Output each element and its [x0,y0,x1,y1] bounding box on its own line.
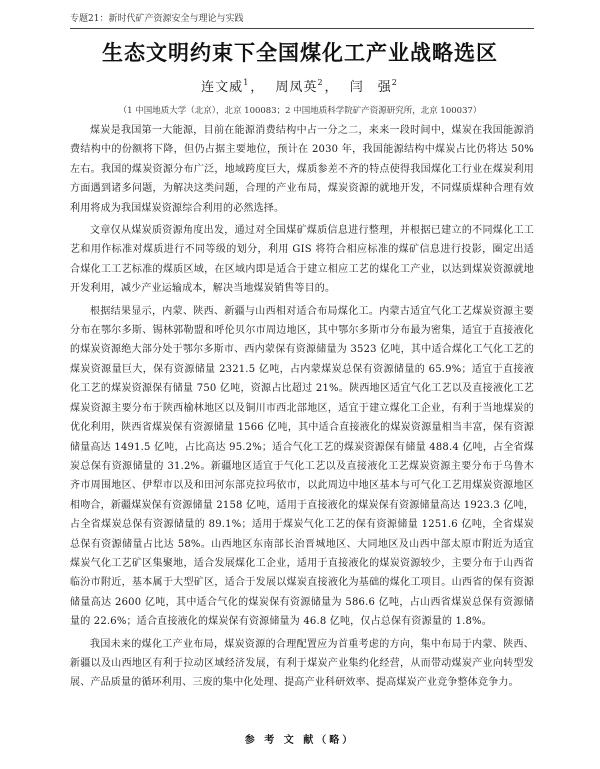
body-text [70,121,534,696]
body-paragraph: 煤炭是我国第一大能源，目前在能源消费结构中占一分之二，来来一段时间中，煤炭在我国能源消费结构中的份额将下降，但仍占据主要地位，预计在 2030 年，我国能源结构中煤炭占比仍将达 50%左右。我国的煤炭资源分布广泛，地域跨度巨大，煤质参差不齐的特点使得我国煤化工行业在煤炭利用方面遇到诸多问题，为解决这类问题，合理的产业布局，煤炭资源的就地开发，不同煤质煤种合理有效利用将成为我国煤炭资源综合利用的必然选择。 [70,125,534,214]
paper-title: 生态文明约束下全国煤化工产业战略选区 [102,41,498,65]
references-heading: 参 考 文 献（略） [244,735,356,746]
affiliation-line: （1 中国地质大学（北京），北京 100083；2 中国地质科学院矿产资源研究所，北京 100037） [118,106,482,116]
author-affiliation-mark: 2 [391,78,398,87]
author-name: 周凤英 [275,80,318,95]
author-affiliation-mark: 2 [317,78,324,87]
running-title: 专题21：新时代矿产资源安全与理论与实践 [70,14,244,24]
author-affiliation-mark: 1 [243,78,250,87]
running-header [70,12,534,29]
author-name: 连文威 [201,80,244,95]
author-line: 连文威$^1$， 周凤英$^2$， 闫 强$^2$ [201,78,398,95]
body-paragraph: 我国未来的煤化工产业布局，煤炭资源的合理配置应为首重考虑的方向，集中布局于内蒙、陕西、新疆以及山西地区有利于拉动区域经济发展，有利于煤炭产业集约化经营，从而带动煤炭产业向转型发展、产品质量的循环利用、三废的集中化处理、提高产业科研效率、提高煤炭产业竞争整体竞争力。 [70,638,534,689]
body-paragraph: 根据结果显示，内蒙、陕西、新疆与山西相对适合布局煤化工。内蒙古适宜气化工艺煤炭资源主要分布在鄂尔多斯、锡林郭勒盟和呼伦贝尔市周边地区，其中鄂尔多斯市分布最为密集，适宜于直接液化的煤炭资源绝大部分处于鄂尔多斯市、西内蒙保有资源储量为 3523 亿吨，其中适合煤化工气化工艺的煤炭资源量巨大，保有资源储量 2321.5 亿吨，占内蒙煤炭总保有资源储量的 65.9%；适宜于直接液化工艺的煤炭资源保有储量 750 亿吨，资源占比超过 21%。陕西地区适宜气化工艺以及直接液化工艺煤炭资源主要分布于陕西榆林地区以及铜川市西北部地区，适宜于建立煤化工企业，有利于当地煤炭的优化利用，陕西省煤炭保有资源储量 1566 亿吨，其中适合直接液化的煤炭资源量相当丰富，保有资源储量高达 1491.5 亿吨，占比高达 95.2%；适合气化工艺的煤炭资源保有储量 488.4 亿吨，占全省煤炭总保有资源储量的 31.2%。新疆地区适宜于气化工艺以及直接液化工艺煤炭资源主要分布于乌鲁木齐市周围地区、伊犁市以及和田河东部克拉玛依市，以此周边中地区基本与可气化工艺用煤炭资源地区相吻合，新疆煤炭保有资源储量 2158 亿吨，适用于直接液化的煤炭保有资源储量高达 1923.3 亿吨，占全省煤炭总保有资源储量的 89.1%；适用于煤炭气化工艺的保有资源储量 1251.6 亿吨，全省煤炭总保有资源储量占比达 58%。山西地区东南部长治晋城地区、大同地区及山西中部太原市附近为适宜煤炭气化工艺矿区集聚地，适合发展煤化工企业，适用于直接液化的煤炭资源较少，主要分布于山西省临汾市附近，基本属于大型矿区，适合于发展以煤炭直接液化为基础的煤化工项目。山西省的保有资源储量高达 2600 亿吨，其中适合气化的煤炭保有资源储量为 586.6 亿吨，占山西省煤炭总保有资源储量的 22.6%；适合直接液化的煤炭保有资源储量为 46.8 亿吨，仅占总保有资源量的 1.8%。 [70,305,534,628]
author-name: 闫 强 [349,80,392,95]
body-paragraph: 文章仅从煤炭质资源角度出发，通过对全国煤矿煤质信息进行整理，并根据已建立的不同煤化工工艺和用作标准对煤质进行不同等级的划分，利用 GIS 将符合相应标准的煤矿信息进行投影，圈定出适合煤化工工艺标准的煤质区域，在区域内即是适合于建立相应工艺的煤化工产业，以达到煤炭资源就地开发利用，减少产业运输成本，解决当地煤炭销售等目的。 [70,225,534,295]
